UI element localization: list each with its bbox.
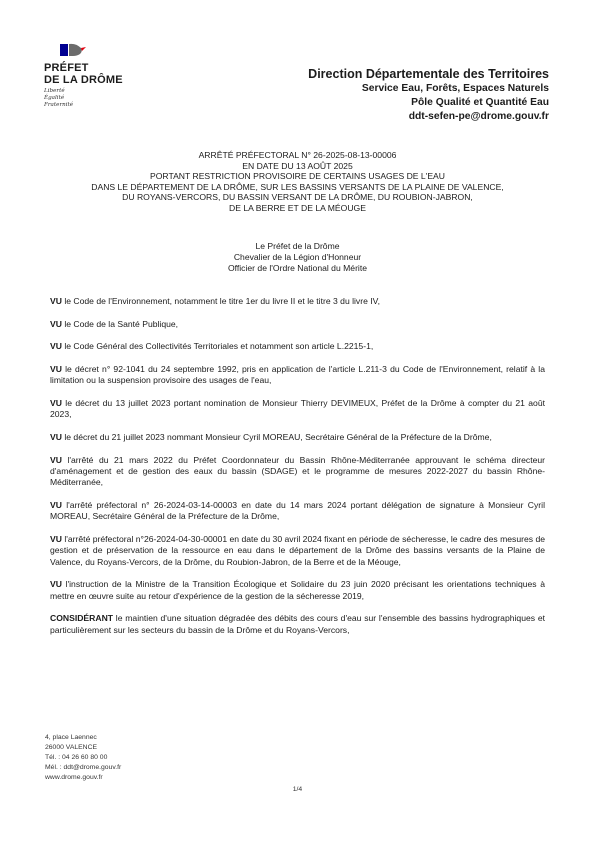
visa-keyword: VU	[50, 341, 62, 352]
visa-text: l'arrêté du 21 mars 2022 du Préfet Coordonnateur du Bassin Rhône-Méditerranée approuvant le schéma directeur d'aménagement et de gestion des eaux du bassin (SDAGE) et le programme de mesures 2022-2027 du bassin Rhône-Méditerranée,	[50, 454, 545, 488]
service-name: Service Eau, Forêts, Espaces Naturels	[361, 83, 549, 94]
visa-text: l'arrêté préfectoral n°26-2024-04-30-00001 en date du 30 avril 2024 fixant en période de sécheresse, le cadre des mesures de gestion et de préservation de la ressource en eau dans le département de la Drôme des bassins versants de la Plaine de Valence, du Royans-Vercors, de la Drôme, du Roubion-Jabron, de la Berre et de la Méouge,	[50, 533, 545, 567]
visa-keyword: VU	[50, 398, 62, 409]
contact-email[interactable]: ddt-sefen-pe@drome.gouv.fr	[408, 111, 549, 122]
visa-text: le Code de la Santé Publique,	[61, 318, 179, 329]
visa-keyword: VU	[50, 579, 62, 590]
visa-paragraph	[50, 579, 545, 602]
visa-paragraph	[50, 341, 545, 352]
visa-keyword: VU	[50, 500, 62, 510]
footer-city: 26000 VALENCE	[45, 744, 98, 751]
considerant-text: le maintien d'une situation dégradée des débits des cours d'eau sur l'ensemble des bassins hydrographiques et particulièrement sur les secteurs du bassin de la Drôme et du Royans-Vercors,	[50, 613, 545, 635]
visa-text: l'instruction de la Ministre de la Transition Écologique et Solidaire du 23 juin 2020 précisant les orientations techniques à mettre en œuvre suite au retour d'expérience de la gestion de la sécheresse 2019,	[50, 579, 545, 601]
footer-website[interactable]: www.drome.gouv.fr	[45, 774, 103, 781]
visa-keyword: VU	[50, 432, 62, 443]
visa-paragraph	[50, 398, 545, 421]
visa-paragraph	[50, 534, 545, 568]
page-number: 1/4	[292, 786, 303, 793]
visa-keyword: VU	[50, 318, 62, 329]
visa-paragraph	[50, 500, 545, 523]
ddt-title: Direction Départementale des Territoires	[308, 67, 549, 81]
arrete-title-line: DE LA BERRE ET DE LA MÉOUGE	[229, 202, 366, 213]
pole-name: Pôle Qualité et Quantité Eau	[411, 97, 549, 108]
arrete-title-line: DU ROYANS-VERCORS, DU BASSIN VERSANT DE LA DRÔME, DU ROUBION-JABRON,	[122, 192, 473, 203]
visa-paragraph	[50, 319, 545, 330]
considerant-paragraph	[50, 613, 545, 636]
arrete-title-line: EN DATE DU 13 AOÛT 2025	[242, 160, 353, 171]
logo-title-line1: PRÉFET	[44, 62, 89, 74]
motto-line: Égalité	[44, 95, 65, 101]
visa-text: l'arrêté préfectoral n° 26-2024-03-14-00003 en date du 14 mars 2024 portant délégation de signature à Monsieur Cyril MOREAU, Secrétaire Général de la Préfecture de la Drôme,	[50, 500, 545, 522]
footer-address: 4, place Laennec	[45, 734, 97, 741]
visa-text: le Code de l'Environnement, notamment le titre 1er du livre II et le titre 3 du livre IV,	[61, 296, 380, 306]
visa-paragraph	[50, 364, 545, 387]
footer-phone: Tél. : 04 26 60 80 00	[45, 754, 108, 761]
prefecture-logo	[44, 42, 154, 109]
arrete-title-line: DANS LE DÉPARTEMENT DE LA DRÔME, SUR LES BASSINS VERSANTS DE LA PLAINE DE VALENCE,	[91, 181, 504, 192]
visas-section	[50, 296, 545, 647]
arrete-title-line: PORTANT RESTRICTION PROVISOIRE DE CERTAINS USAGES DE L'EAU	[150, 171, 445, 182]
issuer-header	[308, 66, 549, 124]
marianne-emblem-icon	[60, 42, 86, 58]
arrete-title	[40, 150, 555, 214]
logo-title-line2: DE LA DRÔME	[44, 74, 123, 86]
visa-text: le décret du 13 juillet 2023 portant nomination de Monsieur Thierry DEVIMEUX, Préfet de la Drôme à compter du 21 août 2023,	[50, 398, 545, 420]
prefet-line: Officier de l'Ordre National du Mérite	[227, 263, 368, 273]
prefet-line: Chevalier de la Légion d'Honneur	[233, 252, 362, 262]
logo-title	[44, 62, 154, 86]
motto-line: Liberté	[44, 88, 65, 94]
visa-text: le décret du 21 juillet 2023 nommant Monsieur Cyril MOREAU, Secrétaire Général de la Préfecture de la Drôme,	[61, 432, 492, 443]
visa-paragraph	[50, 296, 545, 307]
republic-motto	[44, 88, 154, 109]
visa-keyword: VU	[50, 454, 62, 465]
footer-email[interactable]: Mél. : ddt@drome.gouv.fr	[45, 764, 122, 771]
visa-keyword: VU	[50, 296, 62, 306]
prefet-line: Le Préfet de la Drôme	[255, 241, 340, 251]
visa-paragraph	[50, 455, 545, 489]
visa-text: le décret n° 92-1041 du 24 septembre 1992, pris en application de l'article L.211-3 du Code de l'Environnement, relatif à la limitation ou la suspension provisoire des usages de l'eau,	[50, 364, 545, 386]
visa-paragraph	[50, 432, 545, 443]
prefet-titles	[40, 241, 555, 274]
motto-line: Fraternité	[44, 102, 74, 108]
considerant-keyword: CONSIDÉRANT	[50, 613, 114, 624]
arrete-title-line: ARRÊTÉ PRÉFECTORAL N° 26-2025-08-13-00006	[198, 150, 397, 160]
visa-keyword: VU	[50, 364, 62, 375]
visa-keyword: VU	[50, 533, 62, 544]
visa-text: le Code Général des Collectivités Territoriales et notamment son article L.2215-1,	[61, 341, 374, 352]
address-footer	[45, 733, 121, 783]
